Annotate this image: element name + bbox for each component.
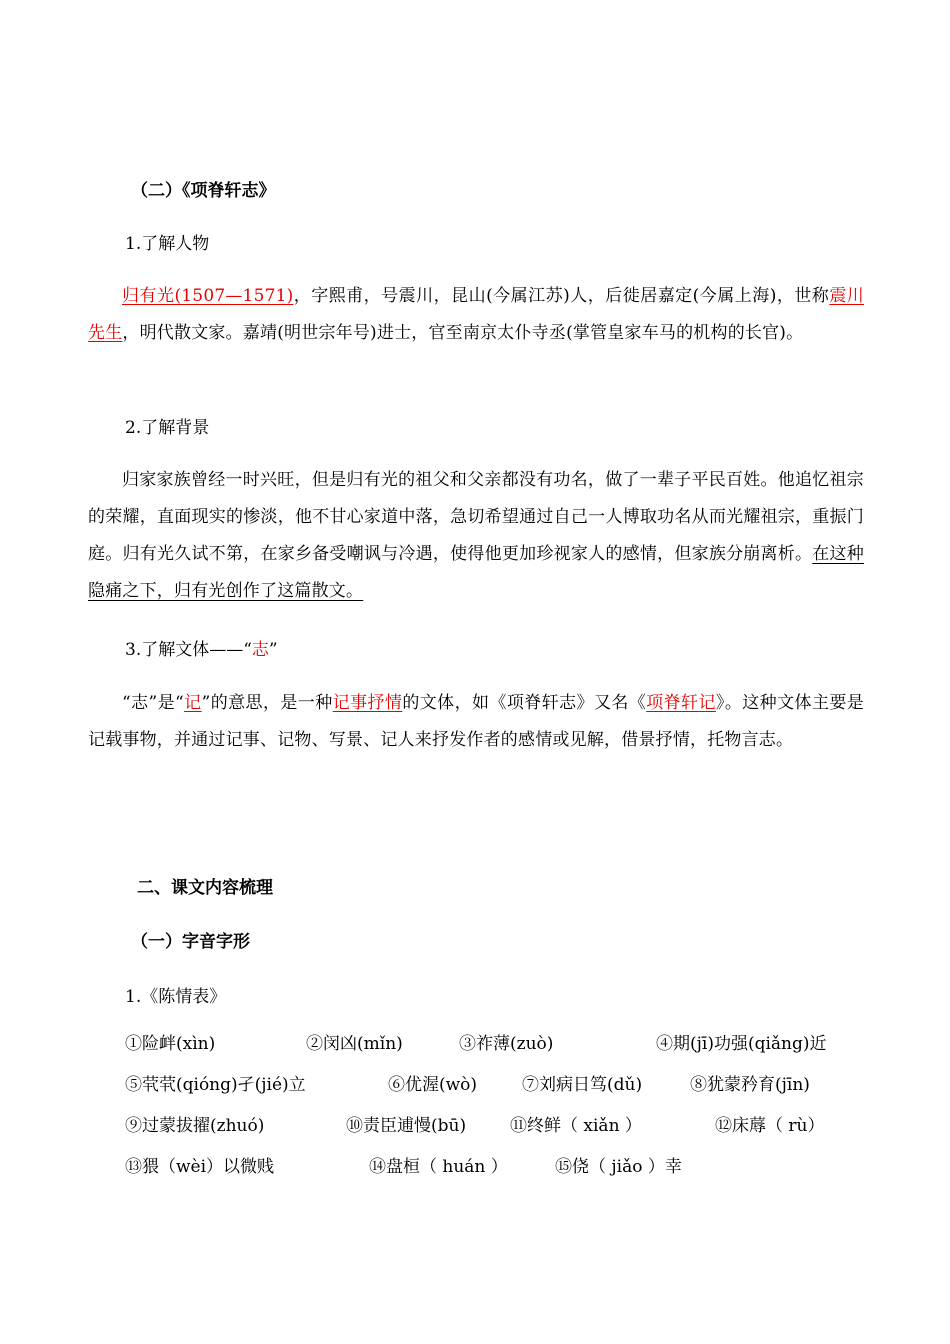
paragraph-person-text-1: ，字熙甫，号震川，昆山(今属江苏)人，后徙居嘉定(今属上海)，世称 <box>293 286 830 306</box>
heading-genre-pre: 3.了解文体——“ <box>125 640 252 660</box>
genre-text-1: “志”是“ <box>122 693 184 713</box>
author-name-highlight: 归有光(1507—1571) <box>122 286 294 306</box>
heading-understand-background: 2.了解背景 <box>125 418 210 438</box>
paragraph-background <box>88 462 864 610</box>
vocab-item: ⑬猥（wèi）以微贱 <box>125 1157 275 1177</box>
genre-alt-title-highlight: 项脊轩记 <box>646 693 716 713</box>
vocab-item: ⑮侥（ jiǎo ）幸 <box>555 1157 682 1177</box>
vocab-item: ⑦刘病日笃(dǔ) <box>522 1075 643 1095</box>
vocab-item: ②闵凶(mǐn) <box>306 1034 403 1054</box>
vocab-item: ⑭盘桓（ huán ） <box>369 1157 508 1177</box>
subsection-pronunciation-title: （一）字音字形 <box>131 932 250 952</box>
genre-text-2: ”的意思，是一种 <box>201 693 333 713</box>
genre-text-4: 》。这种文体主要是记载事物，并通过记事、记物、写景、记人来抒发作者的感情或见解，借景抒情，托物言志。 <box>88 693 864 750</box>
vocab-item: ⑤茕茕(qióng)孑(jié)立 <box>125 1075 306 1095</box>
vocab-item: ⑫床蓐（ rù） <box>715 1116 825 1136</box>
vocab-item: ③祚薄(zuò) <box>459 1034 554 1054</box>
list-heading-chenqingbiao: 1.《陈情表》 <box>125 987 227 1007</box>
paragraph-person-text-2: ，明代散文家。嘉靖(明世宗年号)进士，官至南京太仆寺丞(掌管皇家车马的机构的长官)。 <box>122 323 804 343</box>
vocab-item: ⑩责臣逋慢(bū) <box>346 1116 467 1136</box>
paragraph-genre <box>88 685 864 759</box>
heading-understand-genre <box>125 640 278 660</box>
genre-ji-highlight: 记 <box>183 693 202 713</box>
heading-genre-post: ” <box>268 640 278 660</box>
background-underlined-sentence: 在这种隐痛之下，归有光创作了这篇散文。 <box>88 544 864 601</box>
section-title-xiangjixuanzhi: （二）《项脊轩志》 <box>131 181 276 201</box>
heading-understand-person: 1.了解人物 <box>125 234 210 254</box>
genre-jishi-highlight: 记事抒情 <box>332 693 403 713</box>
paragraph-person <box>88 278 864 352</box>
paragraph-background-text: 归家家族曾经一时兴旺，但是归有光的祖父和父亲都没有功名，做了一辈子平民百姓。他追忆祖宗的荣耀，直面现实的惨淡，他不甘心家道中落，急切希望通过自己一人博取功名从而光耀祖宗，重振门庭。归有光久试不第，在家乡备受嘲讽与冷遇，使得他更加珍视家人的感情，但家族分崩离析。 <box>88 470 864 564</box>
vocab-item: ①险衅(xìn) <box>125 1034 216 1054</box>
genre-text-3: 的文体，如《项脊轩志》又名《 <box>402 693 647 713</box>
vocab-item: ⑧犹蒙矜育(jīn) <box>690 1075 810 1095</box>
heading-genre-red: 志 <box>251 640 269 660</box>
part-two-title: 二、课文内容梳理 <box>137 878 273 898</box>
vocab-item: ⑨过蒙拔擢(zhuó) <box>125 1116 265 1136</box>
vocab-item: ⑪终鲜（ xiǎn ） <box>510 1116 642 1136</box>
vocab-item: ⑥优渥(wò) <box>388 1075 478 1095</box>
honorific-name-highlight: 震川先生 <box>88 286 864 343</box>
vocab-item: ④期(jī)功强(qiǎng)近 <box>656 1034 827 1054</box>
